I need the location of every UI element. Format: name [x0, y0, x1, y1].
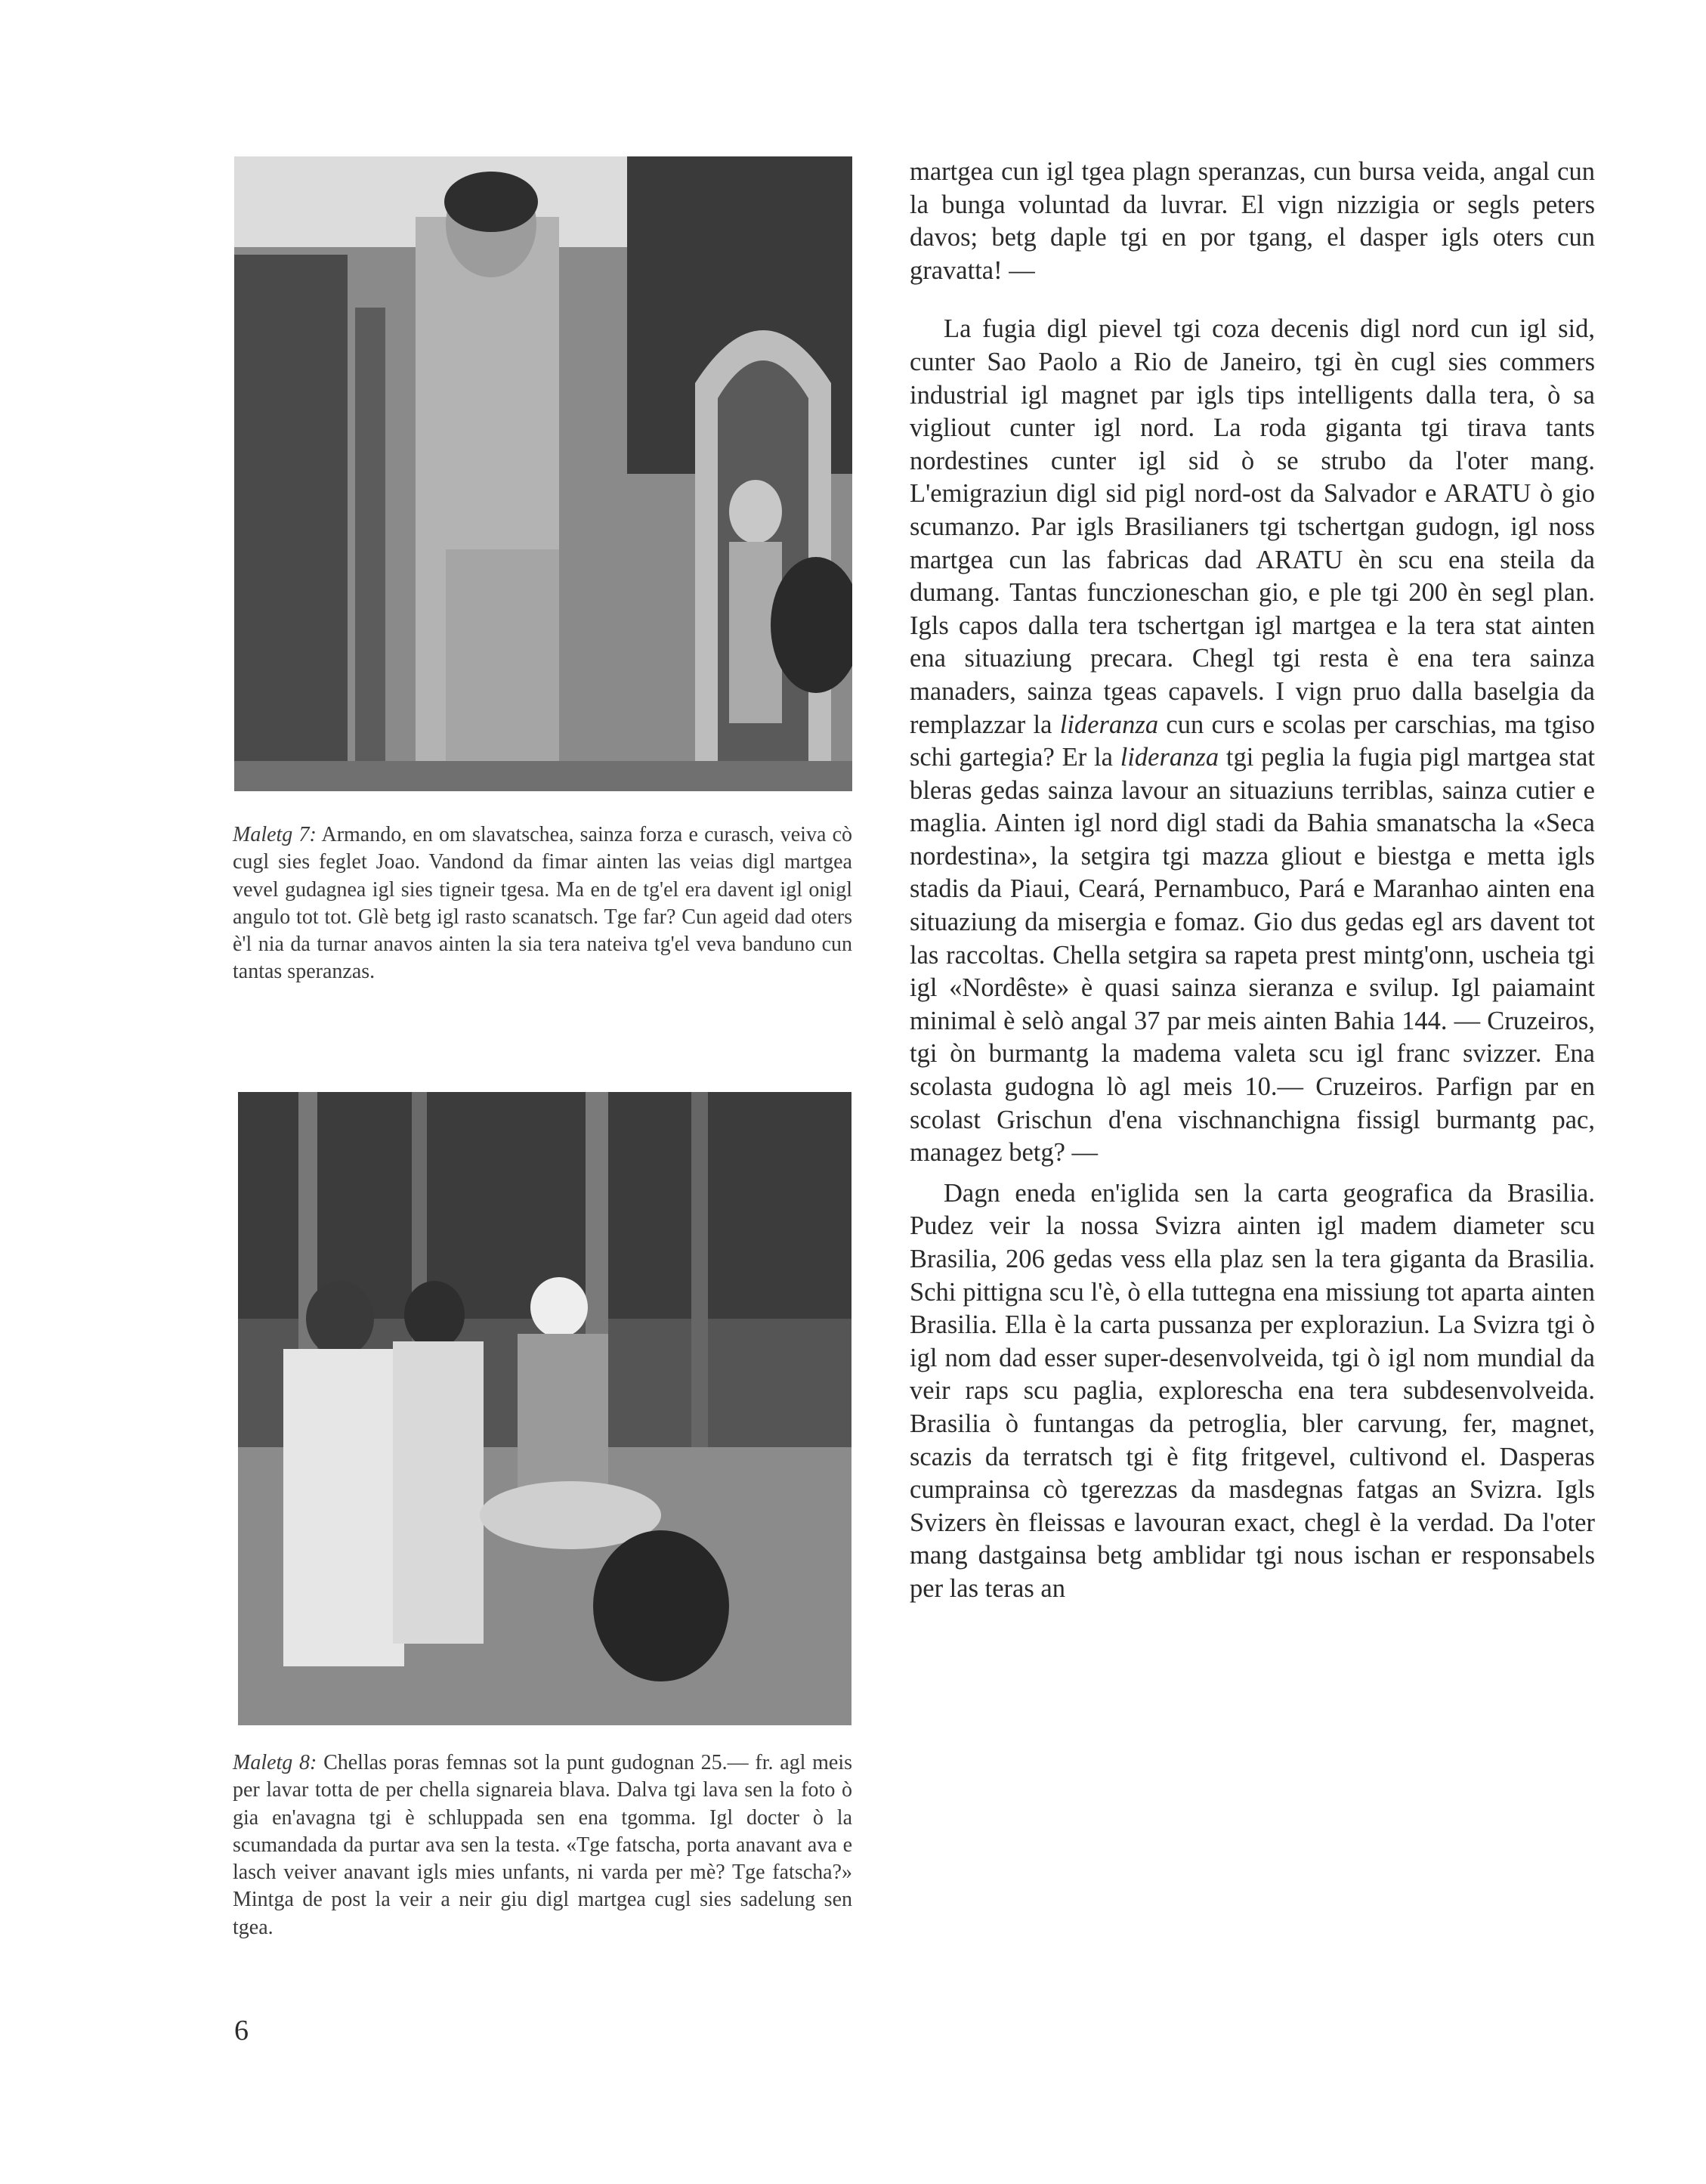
paragraph-intro: martgea cun igl tgea plagn speranzas, cun bursa veida, angal cun la bunga voluntad da luvrar. El vign nizzigia or segls peters davos; betg daple tgi en por tgang, el dasper igls oters cun gravatta! —	[910, 157, 1595, 285]
caption-label: Maletg 7:	[233, 823, 317, 846]
photo-washerwomen	[238, 1092, 851, 1725]
main-text-column	[910, 156, 1595, 1606]
paragraph-carta: Dagn eneda en'iglida sen la carta geografica da Brasilia. Pudez veir la nossa Svizra ainten igl madem diameter scu Brasilia, 206 gedas vess ella plaz sen la tera giganta da Brasilia. Schi pittigna scu l'è, ò ella tuttegna ena missiung tot aparta ainten Brasilia. Ella è la carta pussanza per exploraziun. La Svizra tgi ò igl nom dad esser super-desenvolveida, tgi ò igl nom mundial da veir raps scu paglia, exploreschа ena tera subdesenvolveida. Brasilia ò funtangas da petroglia, bler carvung, fer, magnet, scazis da terratsch tgi è fitg fritgevel, cultivond el. Dasperas cumprainsa cò tgerezzas da masdegnas fatgas an Svizra. Igls Svizers èn fleissas e lavouran exact, chegl è la verdad. Da l'oter mang dastgainsa betg amblidar tgi nous ischan er responsabels per las teras an	[910, 1178, 1595, 1603]
emphasis-lideranza: lideranza	[1059, 710, 1159, 739]
paragraph-fugia-part-a: La fugia digl pievel tgi coza decenis digl nord cun igl sid, cunter Sao Paolo a Rio de Janeiro, tgi èn cugl sies commers industrial igl magnet par igls tips intelligents dalla tera, ò sa vigliout cunter igl nord. La roda giganta tgi tirava tants nordestines cunter igl sid ò se strubo da l'oter mang. L'emigraziun digl sid pigl nord-ost da Salvador e ARATU ò gio scumanzo. Par igls Brasilianers tgi tschertgan gudogn, igl noss martgea cun las fabricas dad ARATU èn scu ena steila da dumang. Tantas funczioneschan gio, e ple tgi 200 èn segl plan. Igls capos dalla tera tschertgan igl martgea e la tera stat ainten ena situaziung precara. Chegl tgi resta è ena tera sainza manaders, sainza tgeas capavels. I vign pruo dalla baselgia da remplazzar la	[910, 314, 1595, 739]
caption-maletg-8	[233, 1749, 852, 1941]
caption-label: Maletg 8:	[233, 1751, 317, 1774]
caption-text: Armando, en om slavatschea, sainza forza e curasch, veiva cò cugl sies feglet Joao. Vandond da fimar ainten las veias digl martgea vevel gudagnea igl sies tigneir tgesa. Ma en de tg'el era davent igl onigl angulo tot tot. Glè betg igl rasto scanatsch. Tge far? Cun ageid dad oters è'l nia da turnar anavos ainten la sia tera nateiva tg'el veva banduno cun tantas speranzas.	[233, 823, 852, 984]
paragraph-fugia	[910, 313, 1595, 1169]
caption-maletg-7	[233, 821, 852, 986]
paragraph-fugia-part-c: tgi peglia la fugia pigl martgea stat bleras gedas sainza lavour an situaziuns terriblas, sainza cutier e maglia. Ainten igl nord digl stadi da Bahia smanatscha la «Seca nordestina», la setgira tgi mazza gliout e biestga e metta igls stadis da Piaui, Ceará, Pernambuco, Pará e Maranhao ainten ena situaziung da misergia e fomaz. Gio dus gedas egl ars davent tot las raccoltas. Chella setgira sa rapeta prest mintg'onn, uscheia tgi igl «Nordêste» è quasi sainza sieranza e svilup. Igl paiamaint minimal è selò angal 37 par meis ainten Bahia 144. — Cruzeiros, tgi òn burmantg la madema valeta scu igl franc svizzer. Ena scolasta gudogna lò agl meis 10.— Cruzeiros. Parfign par en scolast Grischun d'ena vischnanchigna fissigl burmantg pac, managez betg? —	[910, 743, 1595, 1168]
paragraph-fugia-part-b: cun curs e scolas per carschias, ma tgiso schi gartegia? Er la	[910, 710, 1595, 772]
photo-armando-image	[234, 156, 852, 791]
page-number: 6	[234, 2015, 249, 2046]
photo-armando	[234, 156, 852, 791]
photo-washerwomen-image	[238, 1092, 851, 1725]
caption-text: Chellas poras femnas sot la punt gudognan 25.— fr. agl meis per lavar totta de per chella signareia blava. Dalva tgi lava sen la foto ò gia en'avagna tgi è schluppada sen ena tgomma. Igl docter ò la scumandada da purtar ava sen la testa. «Tge fatscha, porta anavant ava e lasch veiver anavant igls mies unfants, ni varda per mè? Tge fatscha?» Mintga de post la veir a neir giu digl martgea cugl sies sadelung sen tgea.	[233, 1751, 852, 1939]
emphasis-lideranza: lideranza	[1120, 743, 1219, 772]
